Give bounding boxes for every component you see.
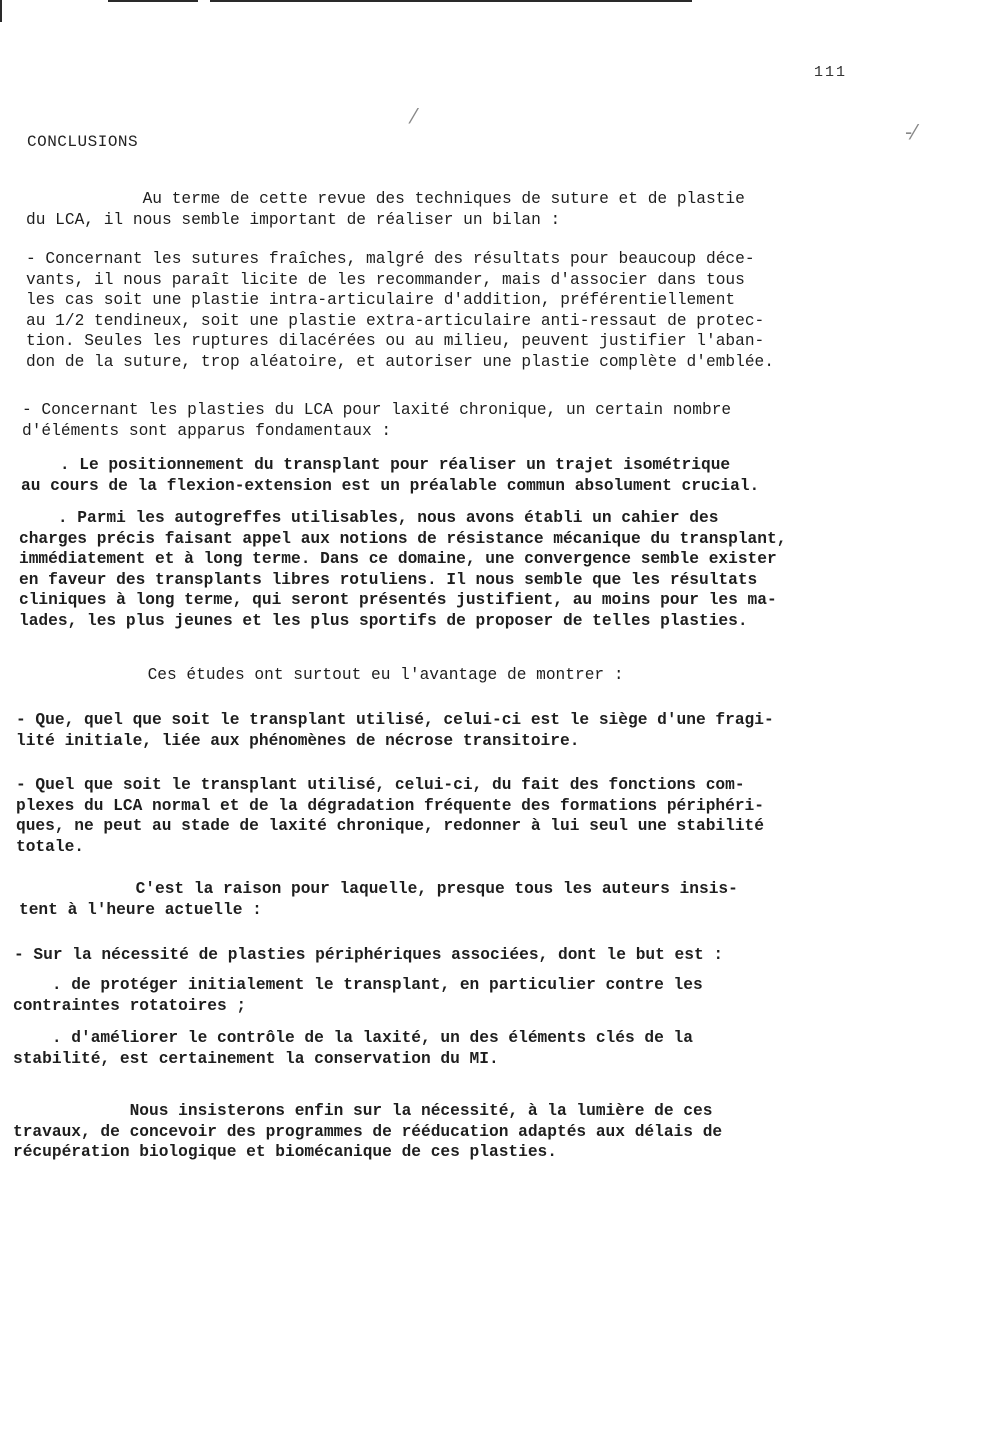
paragraph-plasties: - Concernant les plasties du LCA pour laxité chronique, un certain nombre d'éléments sont apparus fondamentaux : (22, 401, 732, 440)
page-number: 111 (814, 64, 848, 81)
paragraph-etudes: Ces études ont surtout eu l'avantage de montrer : (31, 666, 624, 684)
paragraph-que: - Que, quel que soit le transplant utilisé, celui-ci est le siège d'une fragi- lité initiale, liée aux phénomènes de nécrose transitoire. (16, 711, 774, 750)
paragraph-sutures: - Concernant les sutures fraîches, malgré des résultats pour beaucoup déce- vants, il nous paraît licite de les recommander, mais d'associer dans tous les cas soit une plastie intra-articulaire d'addition, préférentiellement au 1/2 tendineux, soit une plastie extra-articulaire anti-ressaut de protec- tion. Seules les ruptures dilacérées ou au milieu, peuvent justifier l'aban- don de la suture, trop aléatoire, et autoriser une plastie complète d'emblée. (26, 250, 774, 371)
paragraph-ameliorer: . d'améliorer le contrôle de la laxité, un des éléments clés de la stabilité, est certainement la conservation du MI. (13, 1029, 693, 1068)
paragraph-intro: Au terme de cette revue des techniques de suture et de plastie du LCA, il nous semble important de réaliser un bilan : (26, 190, 745, 229)
scan-edge-line (210, 0, 692, 2)
scan-edge-line (0, 0, 2, 22)
paragraph-raison: C'est la raison pour laquelle, presque tous les auteurs insis- tent à l'heure actuelle : (19, 880, 738, 919)
paragraph-positionnement: . Le positionnement du transplant pour réaliser un trajet isométrique au cours de la flexion-extension est un préalable commun absolument crucial. (21, 456, 760, 495)
scan-edge-line (108, 0, 198, 2)
paragraph-proteger: . de protéger initialement le transplant, en particulier contre les contraintes rotatoires ; (13, 976, 703, 1015)
paragraph-insisterons: Nous insisterons enfin sur la nécessité, à la lumière de ces travaux, de concevoir des programmes de rééducation adaptés aux délais de récupération biologique et biomécanique de ces plasties. (13, 1102, 723, 1161)
paragraph-autogreffes: . Parmi les autogreffes utilisables, nous avons établi un cahier des charges précis faisant appel aux notions de résistance mécanique du transplant, immédiatement et à long terme. Dans ce domaine, une convergence semble exister en faveur des transplants libres rotuliens. Il nous semble que les résultats cliniques à long terme, qui seront présentés justifient, au moins pour les ma- lades, les plus jeunes et les plus sportifs de proposer de telles plasties. (19, 509, 787, 630)
paragraph-necessite: - Sur la nécessité de plasties périphériques associées, dont le but est : (14, 946, 724, 964)
scan-artifact-mark: -⁄ (905, 120, 916, 144)
page-title: CONCLUSIONS (27, 133, 139, 151)
scan-artifact-mark: ⁄ (412, 104, 416, 128)
paragraph-quel: - Quel que soit le transplant utilisé, celui-ci, du fait des fonctions com- plexes du LCA normal et de la dégradation fréquente des formations périphéri- ques, ne peut au stade de laxité chronique, redonner à lui seul une stabilité totale. (16, 776, 764, 856)
